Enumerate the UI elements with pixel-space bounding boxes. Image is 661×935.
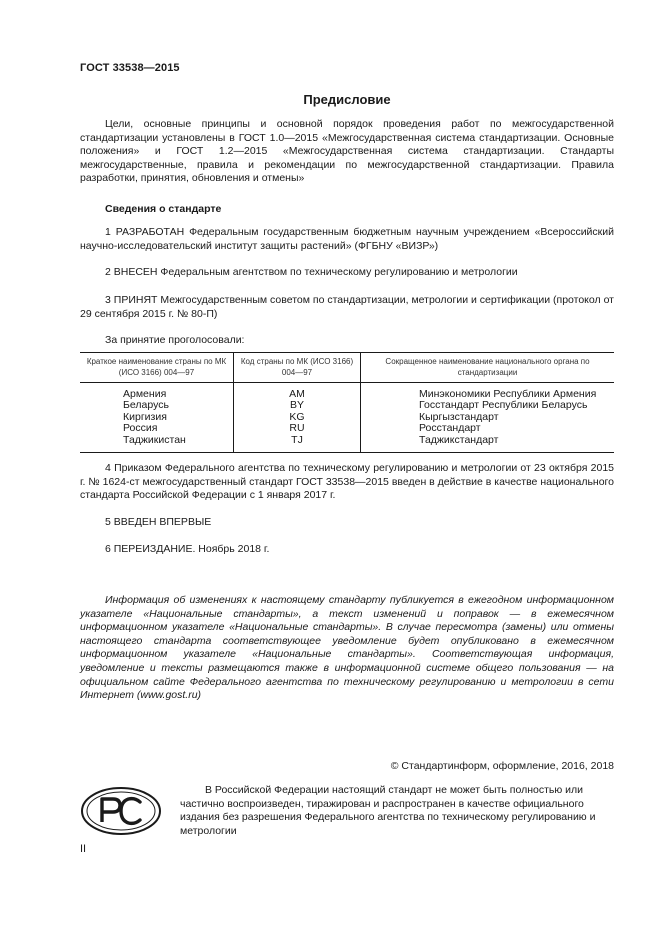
body-cell: Таджикстандарт bbox=[361, 435, 615, 453]
table-row bbox=[80, 412, 614, 423]
vote-intro: За принятие проголосовали: bbox=[105, 334, 245, 346]
about-item-6: 6 ПЕРЕИЗДАНИЕ. Ноябрь 2018 г. bbox=[105, 543, 270, 555]
code-cell: AM bbox=[234, 383, 361, 401]
vote-table bbox=[80, 352, 614, 453]
table-row bbox=[80, 435, 614, 453]
country-cell: Таджикистан bbox=[123, 433, 186, 446]
column-header-country: Краткое наименование страны по МК (ИСО 3166) 004—97 bbox=[80, 353, 234, 383]
country-cell: Беларусь bbox=[123, 399, 169, 412]
about-item-2: 2 ВНЕСЕН Федеральным агентством по техническому регулированию и метрологии bbox=[105, 266, 518, 278]
rights-statement: В Российской Федерации настоящий стандарт не может быть полностью или частично воспроизведен, тиражирован и распространен в качестве официального издания без разрешения Федерального агентства по техническому регулированию и метрологии bbox=[180, 784, 596, 837]
code-cell: TJ bbox=[234, 435, 361, 453]
body-cell: Росстандарт bbox=[361, 423, 615, 434]
country-cell: Армения bbox=[123, 388, 167, 400]
vote-table-header-row bbox=[80, 353, 614, 383]
changes-notice: Информация об изменениях к настоящему стандарту публикуется в ежегодном информационном указателе «Национальные стандарты», а текст изменений и поправок — в ежемесячном информационном указателе «Национальные стандарты». В случае пересмотра (замены) или отмены настоящего стандарта соответствующее уведомление будет опубликовано в ежемесячном информационном указателе «Национальные стандарты». Соответствующая информация, уведомление и тексты размещаются также в информационной системе общего пользования — на официальном сайте Федерального агентства по техническому регулированию и метрологии в сети Интернет (www.gost.ru) bbox=[80, 594, 614, 702]
copyright-line: © Стандартинформ, оформление, 2016, 2018 bbox=[390, 760, 614, 772]
table-row bbox=[80, 423, 614, 434]
about-item-1: 1 РАЗРАБОТАН Федеральным государственным бюджетным научным учреждением «Всероссийский научно-исследовательский институт защиты растений» (ФГБНУ «ВИЗР») bbox=[80, 226, 614, 252]
body-cell: Минэкономики Республики Армения bbox=[361, 383, 615, 401]
page-title: Предисловие bbox=[303, 92, 391, 107]
country-cell: Россия bbox=[123, 422, 158, 435]
about-item-4: 4 Приказом Федерального агентства по техническому регулированию и метрологии от 23 октября 2015 г. № 1624-ст межгосударственный стандарт ГОСТ 33538—2015 введен в действие в качестве национального стандарта Российской Федерации с 1 января 2017 г. bbox=[80, 462, 614, 502]
column-header-code: Код страны по МК (ИСО 3166) 004—97 bbox=[234, 353, 361, 383]
about-heading: Сведения о стандарте bbox=[105, 203, 222, 215]
country-cell: Киргизия bbox=[123, 410, 167, 423]
column-header-body: Сокращенное наименование национального органа по стандартизации bbox=[361, 353, 615, 383]
code-cell: KG bbox=[234, 412, 361, 423]
document-code: ГОСТ 33538—2015 bbox=[80, 62, 180, 74]
table-row bbox=[80, 383, 614, 401]
intro-paragraph: Цели, основные принципы и основной порядок проведения работ по межгосударственной стандартизации установлены в ГОСТ 1.0—2015 «Межгосударственная система стандартизации. Основные положения» и ГОСТ 1.2—2015 «Межгосударственная система стандартизации. Стандарты межгосударственные, правила и рекомендации по межгосударственной стандартизации. Правила разработки, принятия, обновления и отмены» bbox=[80, 118, 614, 185]
rst-logo-icon bbox=[80, 786, 162, 836]
body-cell: Госстандарт Республики Беларусь bbox=[361, 400, 615, 411]
about-item-3: 3 ПРИНЯТ Межгосударственным советом по стандартизации, метрологии и сертификации (протокол от 29 сентября 2015 г. № 80-П) bbox=[80, 294, 614, 320]
about-item-5: 5 ВВЕДЕН ВПЕРВЫЕ bbox=[105, 516, 212, 528]
code-cell: RU bbox=[234, 423, 361, 434]
code-cell: BY bbox=[234, 400, 361, 411]
page-number: II bbox=[80, 843, 87, 855]
body-cell: Кыргызстандарт bbox=[361, 412, 615, 423]
